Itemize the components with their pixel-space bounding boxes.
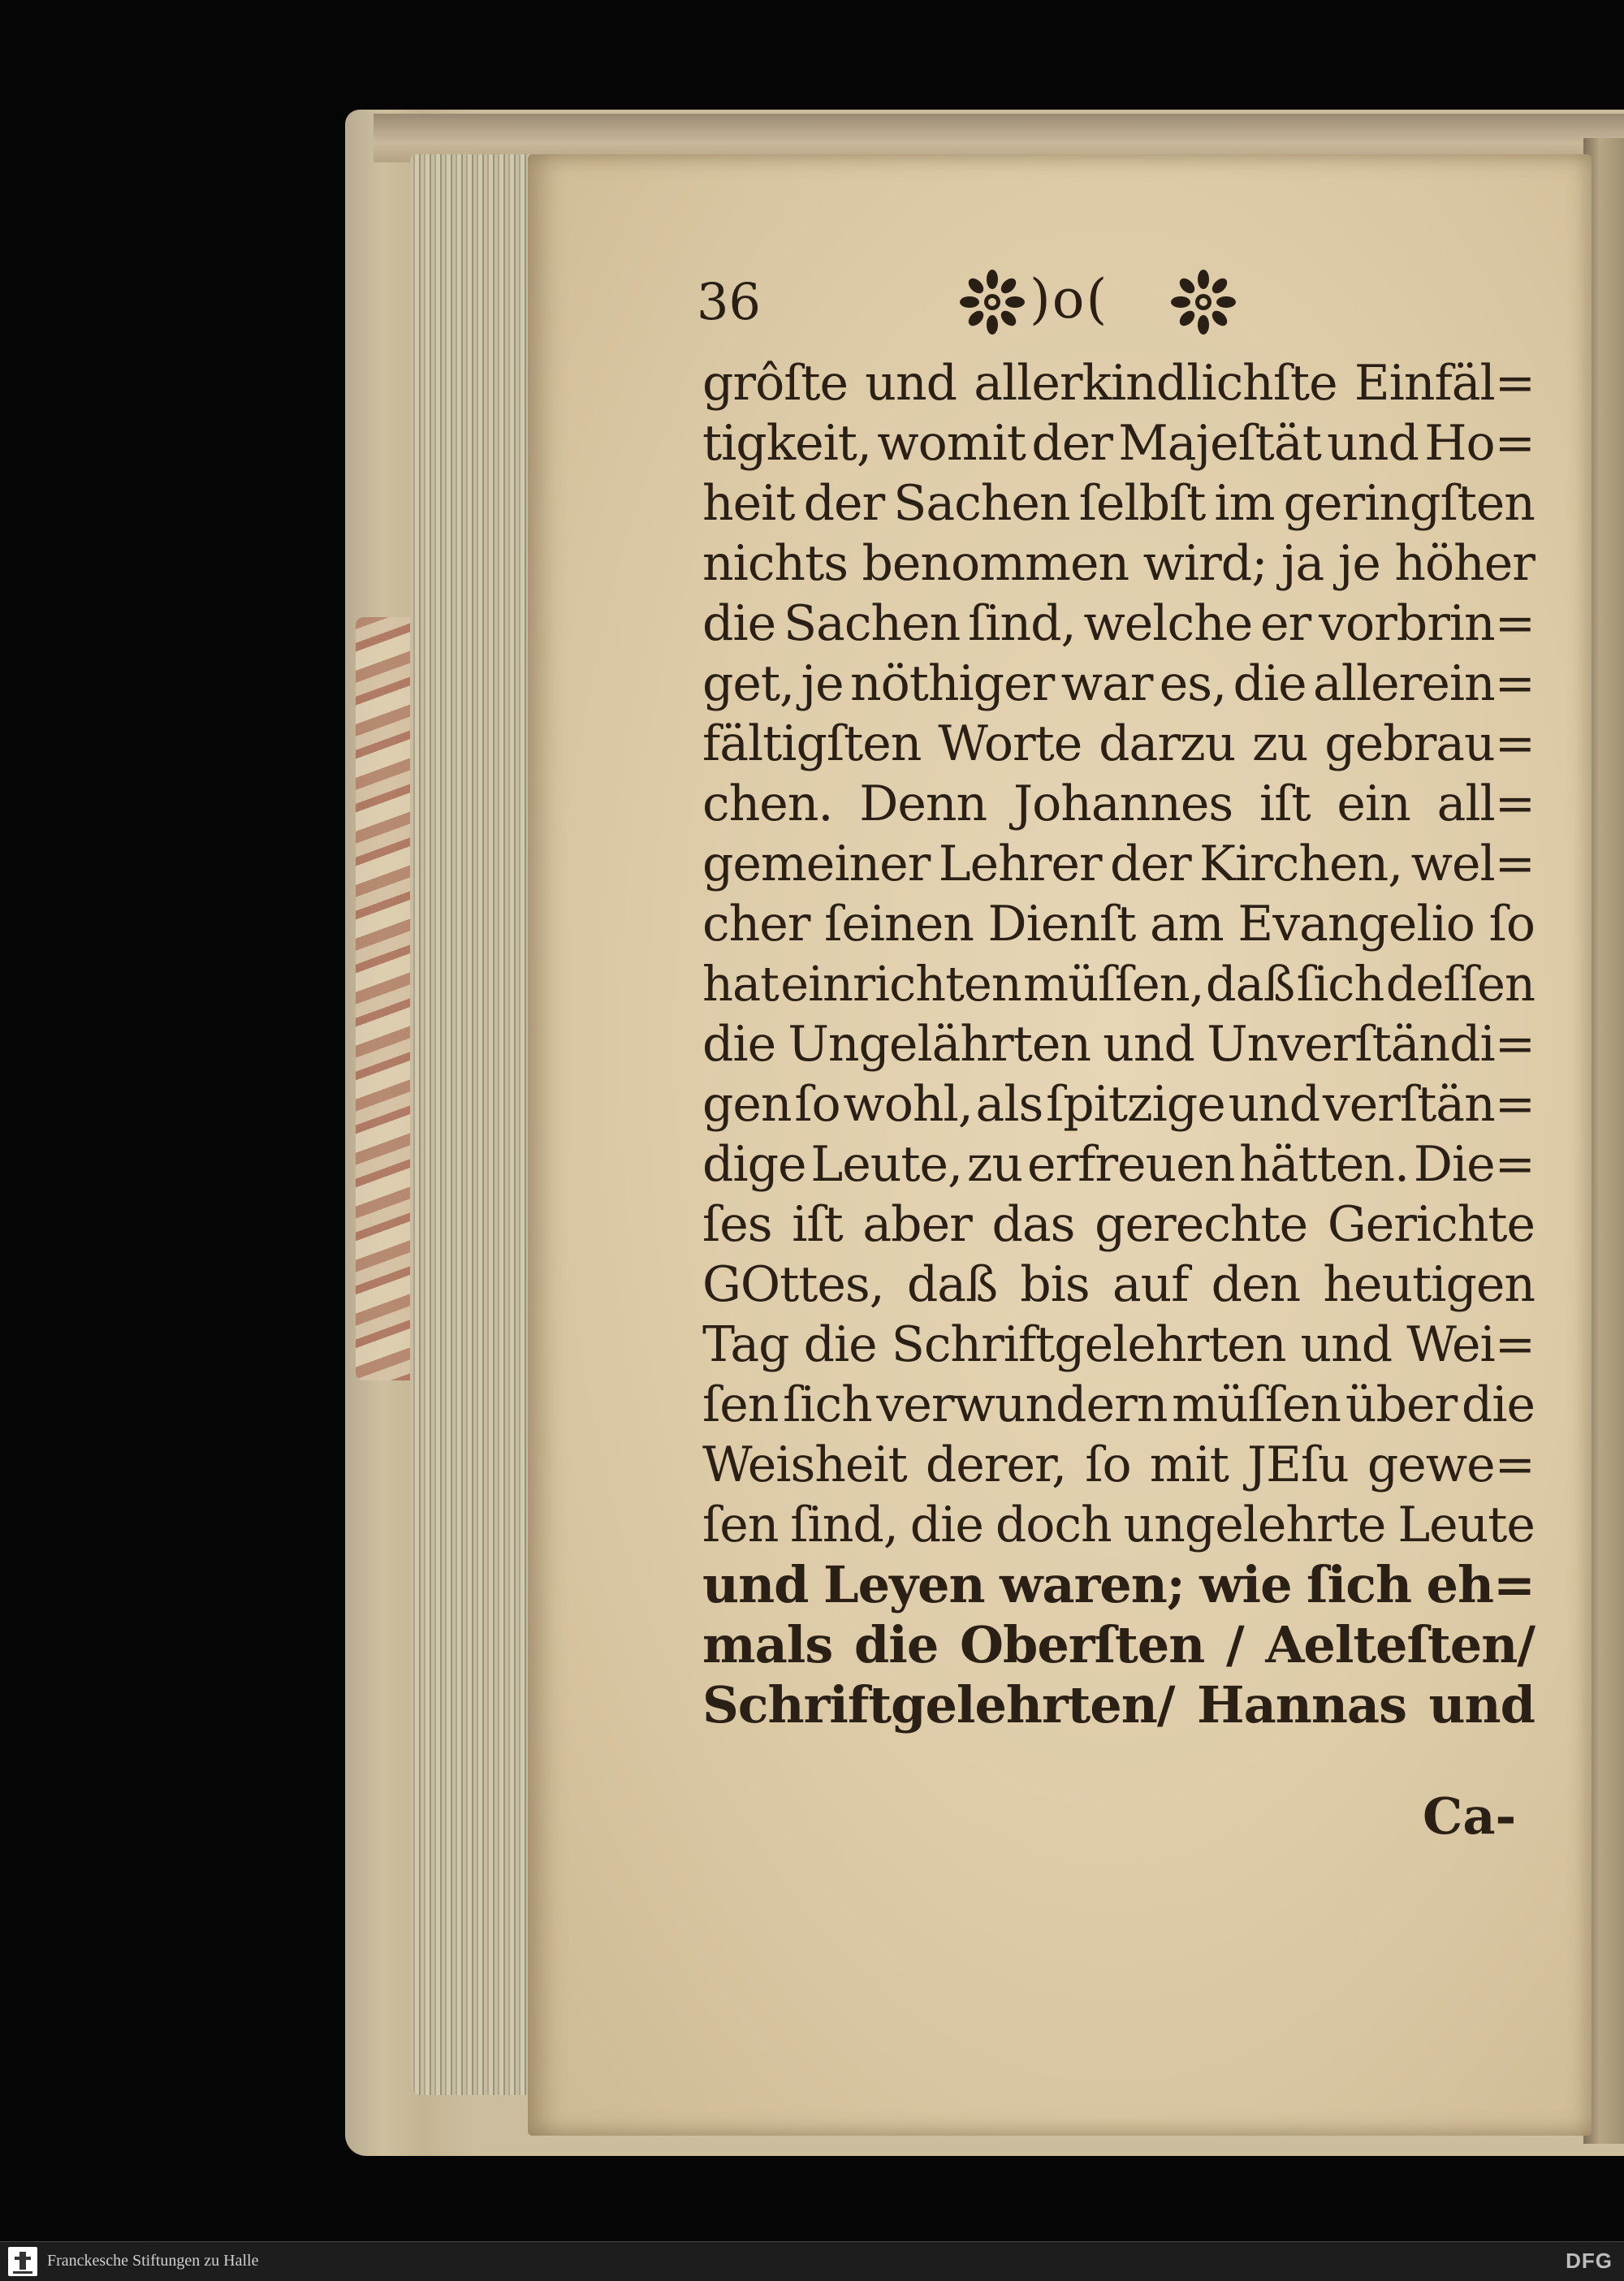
- text-word: und: [1228, 1076, 1320, 1133]
- text-word: wohl,: [843, 1076, 973, 1133]
- text-word: ſind,: [790, 1497, 898, 1553]
- text-word: deſſen: [1385, 956, 1535, 1012]
- text-word: nichts: [702, 535, 848, 592]
- text-word: Die=: [1413, 1136, 1535, 1193]
- text-word: Hannas: [1196, 1675, 1406, 1735]
- text-word: Schriftgelehrten/: [702, 1675, 1175, 1735]
- text-line: [702, 1495, 1535, 1555]
- text-word: fältigſten: [702, 715, 922, 772]
- text-word: mit: [1149, 1436, 1229, 1493]
- text-word: Tag: [702, 1316, 789, 1373]
- text-word: get,: [702, 655, 795, 712]
- text-line: [702, 894, 1535, 954]
- text-word: wie: [1199, 1555, 1292, 1614]
- text-word: gebrau=: [1324, 715, 1535, 772]
- text-word: es,: [1159, 655, 1227, 712]
- text-line: [702, 834, 1535, 894]
- text-word: auf: [1112, 1256, 1189, 1313]
- text-word: Leute: [1397, 1497, 1535, 1553]
- text-word: ja: [1281, 535, 1324, 592]
- text-line: [702, 1435, 1535, 1495]
- text-word: müſſen,: [1023, 956, 1204, 1012]
- text-line: [702, 954, 1535, 1014]
- text-word: die: [853, 1615, 939, 1674]
- text-word: die: [1461, 1376, 1535, 1433]
- text-word: waren;: [1000, 1555, 1185, 1614]
- text-word: Sachen: [783, 595, 961, 652]
- text-word: Leyen: [823, 1555, 985, 1614]
- text-line: [702, 1074, 1535, 1134]
- text-word: Majeſtät: [1118, 415, 1321, 472]
- text-line: [702, 473, 1535, 534]
- text-word: Denn: [859, 775, 987, 832]
- text-word: bis: [1020, 1256, 1090, 1313]
- flower-ornament-icon: [958, 268, 1026, 336]
- text-word: cher: [702, 896, 810, 953]
- text-line: [702, 1315, 1535, 1375]
- franckesche-stiftungen-logo-icon: [8, 2247, 37, 2276]
- text-word: Gerichte: [1327, 1196, 1535, 1253]
- text-line: [702, 1134, 1535, 1195]
- text-word: hätten.: [1239, 1136, 1410, 1193]
- text-word: Worte: [938, 715, 1082, 772]
- text-word: Ungelährten: [788, 1016, 1091, 1073]
- text-word: und: [1103, 1016, 1194, 1073]
- text-word: JEſu: [1247, 1436, 1349, 1493]
- text-word: Aelteſten/: [1265, 1615, 1535, 1674]
- text-line: [702, 353, 1535, 413]
- text-word: Lehrer: [938, 836, 1102, 892]
- footer-institution: Franckesche Stiftungen zu Halle: [47, 2252, 259, 2270]
- text-word: der: [1031, 415, 1112, 472]
- text-line: [702, 714, 1535, 774]
- text-word: nöthiger: [849, 655, 1055, 712]
- text-word: womit: [877, 415, 1026, 472]
- text-word: einrichten: [780, 956, 1021, 1012]
- text-word: war: [1060, 655, 1153, 712]
- text-line: [702, 1615, 1535, 1675]
- text-word: erfreuen: [1026, 1136, 1235, 1193]
- text-word: ſich: [1306, 1555, 1412, 1614]
- text-word: und: [1300, 1316, 1393, 1373]
- text-word: Schriftgelehrten: [891, 1316, 1286, 1373]
- text-line: [702, 1255, 1535, 1315]
- text-word: ſeinen: [824, 896, 974, 953]
- text-word: Weisheit: [702, 1436, 907, 1493]
- text-word: die: [1233, 655, 1307, 712]
- text-line: [702, 413, 1535, 473]
- text-word: mals: [702, 1615, 833, 1674]
- text-word: welche: [1083, 595, 1253, 652]
- text-word: verwundern: [876, 1376, 1168, 1433]
- page-text-block: [702, 353, 1535, 1735]
- text-word: Kirchen,: [1199, 836, 1403, 892]
- text-word: höher: [1394, 535, 1535, 592]
- text-word: zu: [966, 1136, 1023, 1193]
- page-stack-edge: [410, 154, 540, 2095]
- text-word: Evangelio: [1237, 896, 1475, 953]
- text-line: [702, 1195, 1535, 1255]
- text-word: tigkeit,: [702, 415, 871, 472]
- text-word: als: [975, 1076, 1043, 1133]
- text-word: ſo: [1488, 896, 1535, 953]
- text-word: Johannes: [1013, 775, 1233, 832]
- text-word: ſen: [702, 1497, 779, 1553]
- text-word: hat: [702, 956, 779, 1012]
- text-word: heutigen: [1323, 1256, 1535, 1313]
- text-word: der: [803, 475, 885, 532]
- text-word: ungelehrte: [1123, 1497, 1386, 1553]
- catchword: Ca-: [1423, 1786, 1517, 1846]
- text-word: iſt: [792, 1196, 843, 1253]
- text-word: daß: [906, 1256, 998, 1313]
- text-word: die: [803, 1316, 877, 1373]
- text-word: Unverſtändi=: [1207, 1016, 1535, 1073]
- text-word: im: [1214, 475, 1275, 532]
- text-word: eh=: [1426, 1555, 1535, 1614]
- text-word: GOttes,: [702, 1256, 884, 1313]
- text-word: müſſen: [1172, 1376, 1341, 1433]
- text-word: heit: [702, 475, 795, 532]
- text-word: er: [1260, 595, 1311, 652]
- text-word: Ho=: [1424, 415, 1535, 472]
- text-word: wel=: [1410, 836, 1535, 892]
- text-word: gerechte: [1095, 1196, 1308, 1253]
- text-word: derer,: [925, 1436, 1067, 1493]
- text-word: aber: [862, 1196, 972, 1253]
- text-word: ſo: [1085, 1436, 1131, 1493]
- text-line: [702, 1375, 1535, 1435]
- text-line: [702, 1014, 1535, 1074]
- text-word: Oberſten: [959, 1615, 1205, 1674]
- text-word: das: [991, 1196, 1075, 1253]
- text-word: iſt: [1259, 775, 1311, 832]
- text-word: ſen: [702, 1376, 779, 1433]
- text-word: gen: [702, 1076, 792, 1133]
- text-word: ein: [1337, 775, 1410, 832]
- text-word: allerkindlichſte: [974, 355, 1337, 412]
- text-word: den: [1211, 1256, 1301, 1313]
- text-line: [702, 1555, 1535, 1615]
- text-word: und: [702, 1555, 809, 1614]
- text-word: die: [702, 1016, 776, 1073]
- text-word: geringſten: [1283, 475, 1535, 532]
- viewer-footer-bar: [0, 2241, 1624, 2281]
- text-word: Wei=: [1406, 1316, 1535, 1373]
- text-word: und: [1428, 1675, 1535, 1735]
- text-word: die: [909, 1497, 983, 1553]
- text-word: Sachen: [893, 475, 1070, 532]
- text-word: doch: [995, 1497, 1112, 1553]
- text-word: vorbrin=: [1319, 595, 1535, 652]
- text-word: benommen: [862, 535, 1129, 592]
- text-word: der: [1110, 836, 1191, 892]
- header-mark: )o(: [1030, 268, 1109, 330]
- text-word: je: [1337, 535, 1380, 592]
- text-word: am: [1150, 896, 1224, 953]
- text-word: Leute,: [810, 1136, 963, 1193]
- text-word: daß: [1205, 956, 1295, 1012]
- text-word: Einfäl=: [1354, 355, 1535, 412]
- text-word: wird;: [1142, 535, 1268, 592]
- text-word: Dienſt: [987, 896, 1136, 953]
- text-word: die: [702, 595, 776, 652]
- text-line: [702, 534, 1535, 594]
- text-line: [702, 774, 1535, 834]
- text-line: [702, 654, 1535, 714]
- text-line: [702, 1675, 1535, 1735]
- text-word: gewe=: [1367, 1436, 1535, 1493]
- text-word: ſich: [1296, 956, 1384, 1012]
- text-word: ſpitzige: [1046, 1076, 1225, 1133]
- footer-dfg-logo: DFG: [1566, 2249, 1613, 2273]
- text-word: verſtän=: [1322, 1076, 1535, 1133]
- text-word: je: [801, 655, 844, 712]
- text-word: ſich: [783, 1376, 872, 1433]
- text-word: ſelbſt: [1078, 475, 1206, 532]
- text-word: ſes: [702, 1196, 772, 1253]
- text-word: darzu: [1099, 715, 1236, 772]
- flower-ornament-icon: [1169, 268, 1237, 336]
- text-word: gemeiner: [702, 836, 931, 892]
- text-word: und: [865, 355, 957, 412]
- text-word: dige: [702, 1136, 806, 1193]
- text-word: allerein=: [1313, 655, 1535, 712]
- text-word: chen.: [702, 775, 833, 832]
- text-word: grôſte: [702, 355, 849, 412]
- page-number: 36: [697, 272, 761, 331]
- text-word: ſind,: [968, 595, 1076, 652]
- text-line: [702, 594, 1535, 654]
- text-word: über: [1345, 1376, 1458, 1433]
- text-word: und: [1327, 415, 1419, 472]
- text-word: zu: [1252, 715, 1308, 772]
- text-word: ſo: [794, 1076, 840, 1133]
- text-word: all=: [1436, 775, 1535, 832]
- text-word: /: [1225, 1615, 1244, 1674]
